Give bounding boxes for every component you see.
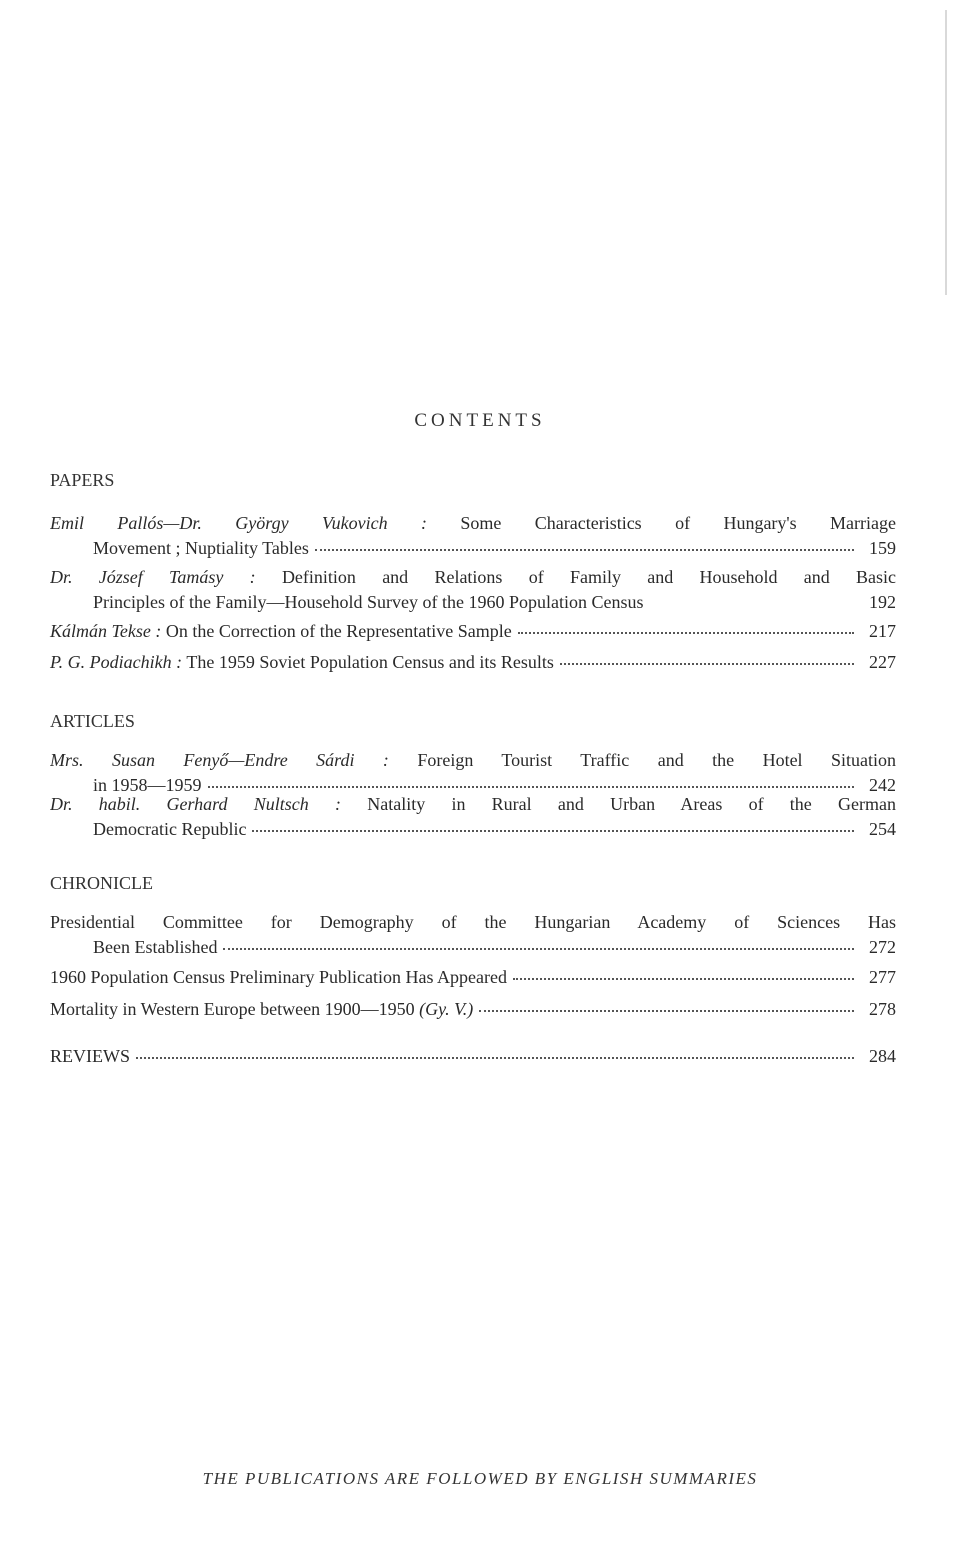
toc-entry-title-cont: Democratic Republic (93, 819, 247, 839)
toc-entry[interactable] (50, 965, 896, 990)
dot-leader (223, 947, 854, 950)
dot-leader (208, 785, 854, 788)
toc-entry-title-cont: Principles of the Family—Household Survey of the 1960 Population Census (93, 592, 644, 612)
toc-entry-page: 242 (869, 775, 896, 795)
toc-entry-author: Emil Pallós—Dr. György Vukovich : (50, 513, 427, 533)
dot-leader (518, 631, 854, 634)
toc-entry-page: 277 (869, 967, 896, 987)
dot-leader (560, 662, 854, 665)
toc-entry-line (50, 748, 896, 773)
toc-entry-reviews[interactable] (50, 1044, 896, 1069)
toc-entry-page: 284 (869, 1046, 896, 1066)
dot-leader (513, 977, 854, 980)
toc-entry-author: Kálmán Tekse : (50, 621, 162, 641)
toc-entry[interactable] (50, 792, 896, 842)
section-heading-papers: PAPERS (50, 470, 115, 490)
toc-entry-title: Natality in Rural and Urban Areas of the German (367, 794, 896, 814)
dot-leader (315, 548, 854, 551)
toc-entry[interactable] (50, 748, 896, 798)
toc-entry[interactable] (50, 650, 896, 675)
toc-entry-title: Definition and Relations of Family and Household and Basic (281, 567, 896, 587)
toc-entry-title: Foreign Tourist Traffic and the Hotel Situation (417, 750, 896, 770)
toc-entry-author: Mrs. Susan Fenyő—Endre Sárdi : (50, 750, 389, 770)
toc-entry-page: 272 (869, 937, 896, 957)
toc-entry-title-cont: in 1958—1959 (93, 775, 202, 795)
toc-entry-title: The 1959 Soviet Population Census and its Results (186, 652, 554, 672)
toc-entry[interactable] (50, 997, 896, 1022)
toc-entry-title: 1960 Population Census Preliminary Publication Has Appeared (50, 967, 507, 987)
toc-entry[interactable] (50, 565, 896, 615)
toc-entry-page: 227 (869, 652, 896, 672)
toc-entry[interactable] (50, 910, 896, 960)
toc-entry-author: P. G. Podiachikh : (50, 652, 183, 672)
toc-entry-page: 217 (869, 621, 896, 641)
dot-leader (479, 1009, 854, 1012)
toc-entry-page: 159 (869, 538, 896, 558)
section-heading-articles: ARTICLES (50, 711, 135, 731)
section-heading-reviews: REVIEWS (50, 1046, 130, 1066)
toc-entry-author: Dr. habil. Gerhard Nultsch : (50, 794, 341, 814)
page-edge-line (945, 10, 947, 295)
toc-entry-title: Mortality in Western Europe between 1900—1950 (50, 999, 415, 1019)
dot-leader (252, 829, 854, 832)
toc-entry-line (50, 511, 896, 536)
toc-entry-author: Dr. József Tamásy : (50, 567, 256, 587)
toc-entry-line (50, 565, 896, 590)
toc-entry[interactable] (50, 511, 896, 561)
toc-entry-title-cont: Been Established (93, 937, 218, 957)
toc-entry-title: Presidential Committee for Demography of the Hungarian Academy of Sciences Has (50, 912, 896, 932)
toc-entry-title-cont: Movement ; Nuptiality Tables (93, 538, 309, 558)
toc-entry-page: 278 (869, 999, 896, 1019)
dot-leader (136, 1056, 854, 1059)
toc-entry-title: On the Correction of the Representative Sample (165, 621, 512, 641)
toc-entry-page: 192 (869, 592, 896, 612)
page-title: CONTENTS (414, 410, 546, 431)
toc-entry[interactable] (50, 619, 896, 644)
toc-entry-line (50, 792, 896, 817)
toc-entry-author: (Gy. V.) (419, 999, 474, 1019)
section-heading-chronicle: CHRONICLE (50, 873, 153, 893)
footer-note: THE PUBLICATIONS ARE FOLLOWED BY ENGLISH SUMMARIES (202, 1469, 758, 1488)
toc-entry-title: Some Characteristics of Hungary's Marriage (460, 513, 896, 533)
toc-entry-page: 254 (869, 819, 896, 839)
